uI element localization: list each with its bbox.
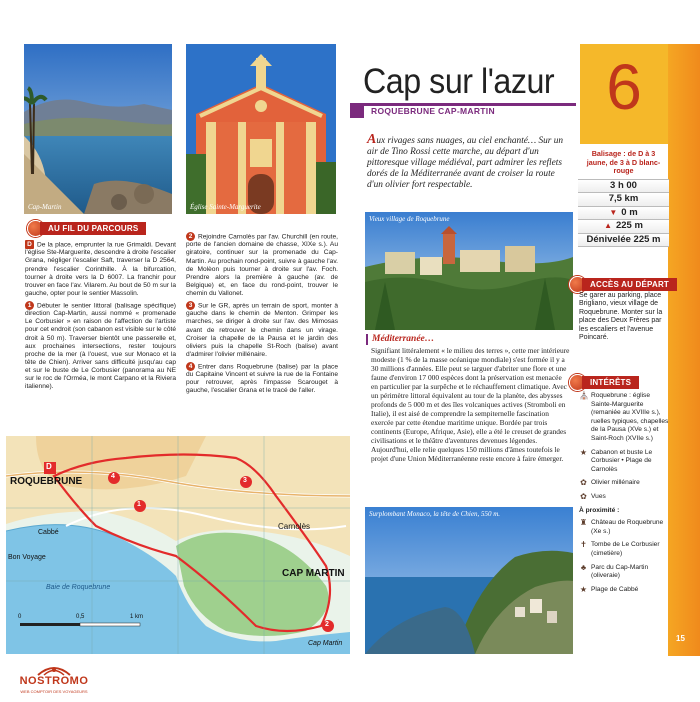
marker-4: 4 xyxy=(186,362,195,371)
step-3: Sur le GR, après un terrain de sport, monter à gauche dans le chemin de Menton. Grimper les marches, se diriger à droite sur l'av. des Mimosas avant de retrouver le chemin dans un virage. Croiser la chapelle de la Pausa et le jardin des oliviers puis la chapelle St-Roch (balise) avant d'admirer l'olivier millénaire. xyxy=(186,302,338,358)
page-subtitle: ROQUEBRUNE CAP-MARTIN xyxy=(371,106,495,116)
map-label-cap-martin: CAP MARTIN xyxy=(282,568,345,579)
side-tab xyxy=(668,44,700,656)
map-label-carnoles: Carnolès xyxy=(278,522,311,531)
list-item: ♜ Château de Roquebrune (Xe s.) xyxy=(579,518,664,535)
map-label-roquebrune: ROQUEBRUNE xyxy=(10,476,83,487)
mediterranee-title: Méditerranée… xyxy=(372,334,435,344)
flower-icon: ✿ xyxy=(580,478,587,488)
map-marker-label-1: 1 xyxy=(137,501,141,508)
acces-text: Se garer au parking, place Brigliano, vieux village de Roquebrune. Monter sur la place des Deux Frères par les escaliers et l'avenue Poincaré. xyxy=(579,292,663,342)
photo-eglise xyxy=(186,44,336,214)
info-distance: 7,5 km xyxy=(578,192,669,206)
map-label-baie: Baie de Roquebrune xyxy=(46,584,111,591)
photo-caption: Surplombant Monaco, la tête de Chien, 550 m. xyxy=(369,510,501,518)
star-icon: ★ xyxy=(579,447,588,457)
map-marker-label-d: D xyxy=(46,462,52,471)
title-accent xyxy=(350,104,364,118)
photo-village xyxy=(365,212,573,330)
route-map xyxy=(6,436,350,654)
info-box xyxy=(578,150,669,247)
star-icon: ★ xyxy=(579,584,588,594)
castle-icon: ♜ xyxy=(579,518,588,528)
list-item: ♣ Parc du Cap-Martin (oliveraie) xyxy=(580,562,649,580)
marker-d: D xyxy=(25,240,34,249)
list-item: ★ Cabanon et buste Le Corbusier • Plage de Carnolès xyxy=(579,447,653,473)
map-label-cap-martin-small: Cap Martin xyxy=(308,640,343,647)
nostromo-logo xyxy=(8,661,100,697)
page-number: 15 xyxy=(676,634,685,643)
list-item: ✿ Olivier millénaire xyxy=(580,478,640,488)
acces-header: ACCÈS AU DÉPART xyxy=(569,276,677,293)
info-duration: 3 h 00 xyxy=(578,179,669,193)
photo-monaco xyxy=(365,507,573,654)
interets-header: INTÉRÊTS xyxy=(569,374,639,391)
info-max-alt: ▲ 225 m xyxy=(578,219,669,233)
info-min-alt: ▼ 0 m xyxy=(578,206,669,220)
logo-tagline: WEB COMPTOIR DES VOYAGEURS xyxy=(20,689,88,694)
map-scale-zero: 0 xyxy=(18,614,22,620)
list-item: ✿ Vues xyxy=(580,491,606,501)
intro-text: Aux rivages sans nuages, au ciel enchanté… Sur un air de Tino Rossi cette marche, au départ d'un pittoresque village médiéval, part admirer les reflets dorés de la Méditerranée avant de croiser la route d'un olivier fort respectable. xyxy=(367,132,564,190)
triangle-down-icon: ▼ xyxy=(609,207,618,217)
proximite-label: À proximité : xyxy=(579,506,620,514)
map-marker-label-3: 3 xyxy=(243,477,247,484)
parcours-text-left xyxy=(25,240,176,394)
map-scale-one: 1 km xyxy=(130,614,144,620)
tree-icon: ♣ xyxy=(580,562,587,572)
photo-caption: Vieux village de Roquebrune xyxy=(369,215,450,223)
map-scale-half: 0,5 xyxy=(76,614,85,620)
list-item: ✝ Tombe de Le Corbusier (cimetière) xyxy=(580,540,660,557)
step-2: Rejoindre Carnolès par l'av. Churchill (en route, porte de l'ancien domaine de chasse, XIXe s.). Au giratoire, continuer sur la promenade du Cap-Martin. Au prochain rond-point, suivre à gauche l'av. de Molèon puis tourner à droite sur l'av. Foch. Prendre alors la première à gauche (av. de Belgique) et, en face du rond-point, trouver le chemin du Vallonet. xyxy=(186,233,338,297)
route-number: 6 xyxy=(606,51,642,123)
church-icon: ⛪ xyxy=(579,391,589,400)
map-marker-label-2: 2 xyxy=(325,621,329,628)
logo-brand: NOSTROMO xyxy=(19,675,89,687)
balisage-text: Balisage : de D à 3 jaune, de 3 à D blanc-rouge xyxy=(586,149,661,176)
step-1: Débuter le sentier littoral (balisage spécifique) direction Cap-Martin, aussi nommé « promenade Le Corbusier » en raison de l'affection de l'artiste pour cet endroit (son cabanon est visible sur le côté droit à 50 m). Traverser bientôt une passerelle et, aux prochaines intersections, rester toujours proche de la mer (à l'ouest, vue sur Monaco et la tête de Chien). Arriver sans difficulté jusqu'au cap et sur le buste de Le Corbusier (panorama au NE sur le roc de l'Orméa, le mont Carpano et la Riviera italienne). xyxy=(25,302,176,391)
info-elevation: Dénivelée 225 m xyxy=(578,233,669,248)
triangle-up-icon: ▲ xyxy=(604,221,612,231)
page-title: Cap sur l'azur xyxy=(363,62,555,101)
parcours-text-right xyxy=(186,232,338,399)
cross-icon: ✝ xyxy=(580,540,587,550)
intro-initial: A xyxy=(367,132,377,147)
marker-1: 1 xyxy=(25,301,34,310)
marker-2: 2 xyxy=(186,232,195,241)
photo-caption: Cap-Martin xyxy=(28,203,62,211)
list-item: ⛪ Roquebrune : église Sainte-Marguerite (remaniée au XVIIIe s.), ruelles typiques, chapelles de la Pausa (XVe s.) et Saint-Roch (XVIIe s.) xyxy=(579,391,669,442)
marker-3: 3 xyxy=(186,301,195,310)
list-item: ★ Plage de Cabbé xyxy=(579,584,639,594)
photo-caption: Église Sainte-Marguerite xyxy=(190,203,261,211)
map-label-bon-voyage: Bon Voyage xyxy=(8,554,46,561)
parcours-header: AU FIL DU PARCOURS xyxy=(27,220,146,237)
photo-cap-martin xyxy=(24,44,172,214)
interets-list xyxy=(579,392,669,599)
flower-icon: ✿ xyxy=(580,491,587,501)
map-label-cabbe: Cabbé xyxy=(38,529,59,536)
map-marker-label-4: 4 xyxy=(111,473,115,480)
mediterranee-text: Signifiant littéralement « le milieu des terres », cette mer intérieure modeste (1 % de la masse océanique mondiale) s'est formée il y a 30 millions d'années. Elle peut se targuer d'abriter une flore et une faune d'environ 17 000 espèces dont la préservation est menacée en particulier par la surpêche et le réchauffement climatique. Avec un périmètre littoral équivalent au tour de la planète, des abysses profonds de 5 000 m et des îles volcaniques actives (Stromboli en Italie), il est aisé de comprendre la sempiternelle fascination exercée par cette étendue maritime unique. Bordée par trois continents (Europe, Afrique, Asie), elle a été le creuset de grandes civilisations et le théâtre d'aventures devenues légendes. Aujourd'hui, elle relie quelques 150 millions d'âmes toutefois le projet d'une Union Méditerranéenne reste encore à faire émerger. xyxy=(371,346,570,463)
step-d: De la place, emprunter la rue Grimaldi. Devant l'église Ste-Marguerite, descendre à droite l'escalier Grana, négliger l'escalier Saft, traverser la D 2564, prendre l'escalier Corinthille. À la bifurcation, tourner à droite vers la D 6007. La franchir pour trouver en face l'av. Vilarem. Au bout de 50 m sur la gauche, opter pour le sentier Massolin. xyxy=(25,241,176,297)
step-4: Entrer dans Roquebrune (balise) par la place du Capitaine Vincent et suivre la rue de la Fontaine pour retrouver, après l'impasse Scarouget à gauche, l'escalier Grana et le tracé de l'aller. xyxy=(186,363,338,395)
route-number-box xyxy=(580,44,668,144)
